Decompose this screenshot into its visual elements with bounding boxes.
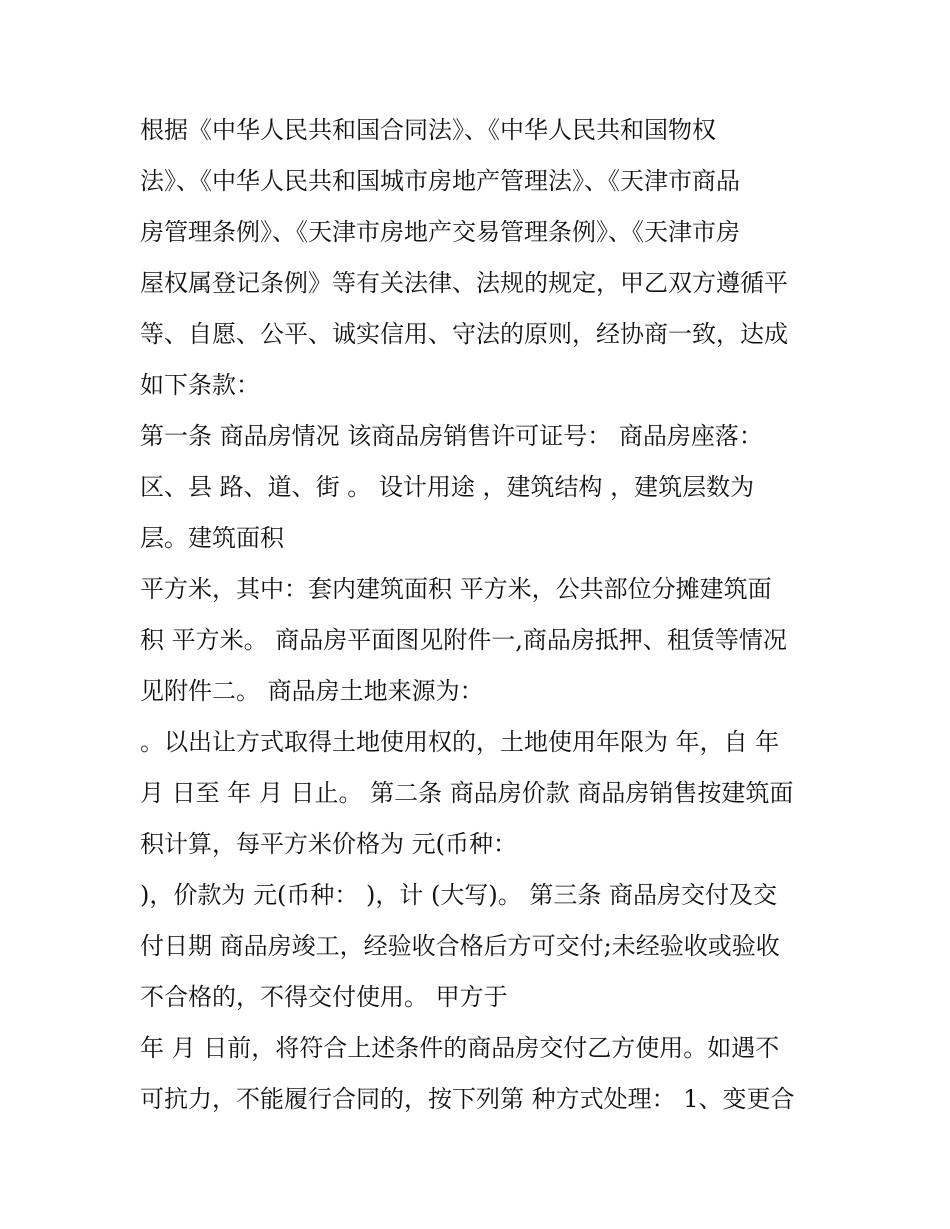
text-line-2: 法》、《中华人民共和国城市房地产管理法》、《天津市商品 bbox=[140, 167, 740, 195]
text-line-1: 根据《中华人民共和国合同法》、《中华人民共和国物权 bbox=[140, 116, 716, 144]
text-line-6: 如下条款： bbox=[140, 371, 260, 399]
text-line-3: 房管理条例》、《天津市房地产交易管理条例》、《天津市房 bbox=[140, 218, 740, 246]
text-line-10: 平方米，其中：套内建筑面积 平方米，公共部位分摊建筑面 bbox=[140, 575, 772, 603]
text-line-7: 第一条 商品房情况 该商品房销售许可证号： 商品房座落： bbox=[140, 422, 763, 450]
document-body bbox=[140, 105, 830, 1125]
text-line-14: 月 日至 年 月 日止。 第二条 商品房价款 商品房销售按建筑面 bbox=[140, 779, 794, 807]
text-line-20: 可抗力，不能履行合同的，按下列第 种方式处理： 1、变更合 bbox=[140, 1085, 795, 1113]
text-line-5: 等、自愿、公平、诚实信用、守法的原则，经协商一致，达成 bbox=[140, 320, 788, 348]
text-line-16: )，价款为 元(币种： )，计 (大写)。 第三条 商品房交付及交 bbox=[140, 881, 777, 909]
text-line-9: 层。建筑面积 bbox=[140, 524, 284, 552]
text-line-15: 积计算，每平方米价格为 元(币种： bbox=[140, 830, 517, 858]
text-line-18: 不合格的，不得交付使用。 甲方于 bbox=[140, 983, 508, 1011]
text-line-11: 积 平方米。 商品房平面图见附件一,商品房抵押、租赁等情况 bbox=[140, 626, 787, 654]
text-line-13: 。以出让方式取得土地使用权的，土地使用年限为 年，自 年 bbox=[140, 728, 780, 756]
text-line-8: 区、县 路、道、街 。 设计用途 ，建筑结构 ，建筑层数为 bbox=[140, 473, 755, 501]
text-line-4: 屋权属登记条例》等有关法律、法规的规定，甲乙双方遵循平 bbox=[140, 269, 788, 297]
text-line-12: 见附件二。 商品房土地来源为： bbox=[140, 677, 484, 705]
text-line-17: 付日期 商品房竣工，经验收合格后方可交付;未经验收或验收 bbox=[140, 932, 780, 960]
text-line-19: 年 月 日前，将符合上述条件的商品房交付乙方使用。如遇不 bbox=[140, 1034, 780, 1062]
